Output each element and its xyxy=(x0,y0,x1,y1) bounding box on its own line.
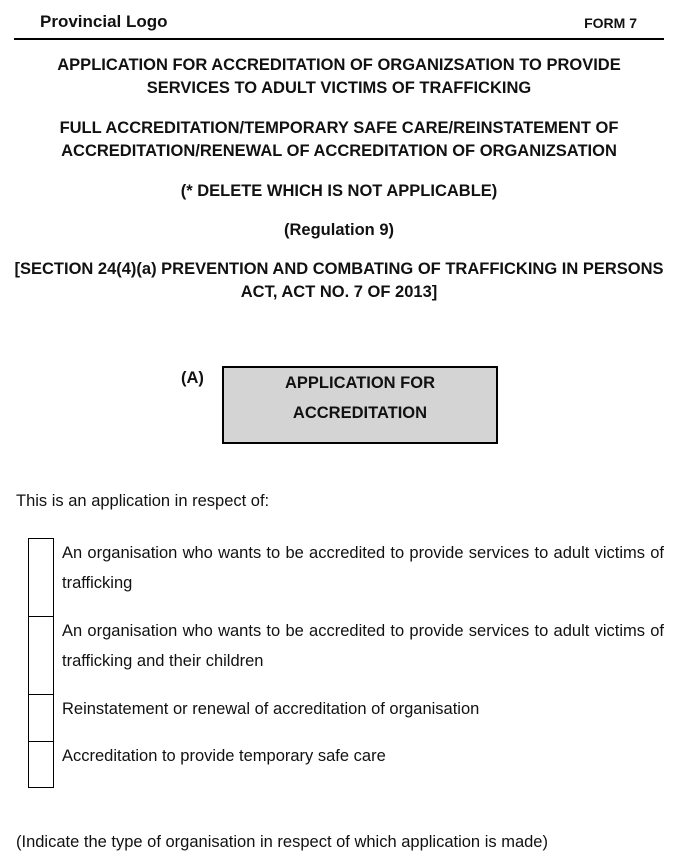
application-intro: This is an application in respect of: xyxy=(16,492,270,510)
option-adult-victims xyxy=(28,538,664,616)
option-checkbox[interactable] xyxy=(28,694,54,741)
section-a-title-line1: APPLICATION FOR xyxy=(284,374,436,392)
option-checkbox[interactable] xyxy=(28,538,54,616)
option-checkbox[interactable] xyxy=(28,616,54,694)
accreditation-types-title: FULL ACCREDITATION/TEMPORARY SAFE CARE/REINSTATEMENT OF ACCREDITATION/RENEWAL OF ACCREDITATION OF ORGANIZSATION xyxy=(59,119,619,160)
delete-instruction: (* DELETE WHICH IS NOT APPLICABLE) xyxy=(180,182,498,200)
option-label: An organisation who wants to be accredited to provide services to adult victims of trafficking xyxy=(62,544,664,592)
section-a-label: (A) xyxy=(181,369,204,387)
section-a-heading-box xyxy=(222,366,498,444)
header-divider xyxy=(14,38,664,40)
act-section-reference: [SECTION 24(4)(a) PREVENTION AND COMBATING OF TRAFFICKING IN PERSONS ACT, ACT NO. 7 OF 2013] xyxy=(14,260,664,301)
option-label: An organisation who wants to be accredited to provide services to adult victims of trafficking and their children xyxy=(62,622,664,670)
provincial-logo-placeholder: Provincial Logo xyxy=(40,12,168,31)
organisation-type-instruction: (Indicate the type of organisation in respect of which application is made) xyxy=(16,833,548,851)
option-adult-victims-and-children xyxy=(28,616,664,694)
section-a-title-line2: ACCREDITATION xyxy=(292,404,428,422)
option-checkbox[interactable] xyxy=(28,741,54,788)
option-temporary-safe-care xyxy=(28,741,664,788)
form-number: FORM 7 xyxy=(584,15,637,31)
application-type-options xyxy=(28,538,664,788)
main-title: APPLICATION FOR ACCREDITATION OF ORGANIZSATION TO PROVIDE SERVICES TO ADULT VICTIMS OF TRAFFICKING xyxy=(57,56,621,97)
option-reinstatement-renewal xyxy=(28,694,664,741)
regulation-reference: (Regulation 9) xyxy=(284,221,394,239)
option-label: Accreditation to provide temporary safe care xyxy=(62,747,386,765)
option-label: Reinstatement or renewal of accreditation of organisation xyxy=(62,700,480,718)
